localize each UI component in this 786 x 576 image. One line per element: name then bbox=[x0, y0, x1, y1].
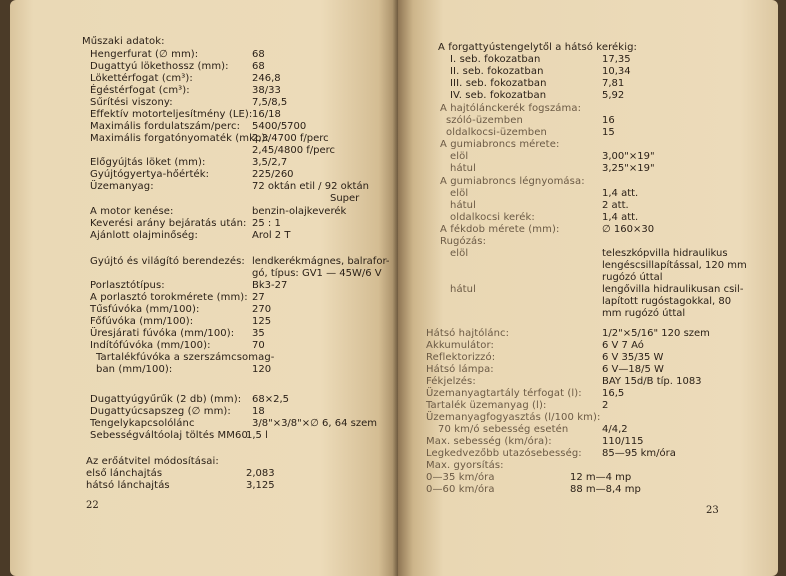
left-row-value: Super bbox=[330, 193, 360, 204]
right-row-value: 3,00"×19" bbox=[602, 151, 655, 162]
right-row-label: oldalkocsi kerék: bbox=[450, 212, 535, 223]
right-row-value: BAY 15d/B típ. 1083 bbox=[602, 376, 702, 387]
left-row-label: Tartalékfúvóka a szerszámcsomag- bbox=[96, 352, 275, 363]
left-row-label: Keverési arány bejáratás után: bbox=[90, 218, 247, 229]
right-row-label: elöl bbox=[450, 151, 469, 162]
right-row-value: 10,34 bbox=[602, 66, 631, 77]
right-row-value: 16 bbox=[602, 115, 615, 126]
right-row-label: elöl bbox=[450, 188, 469, 199]
right-row-label: Akkumulátor: bbox=[426, 340, 494, 351]
right-row-label: A fékdob mérete (mm): bbox=[440, 224, 560, 235]
left-row-value: benzin-olajkeverék bbox=[252, 206, 347, 217]
left-row-value: 5400/5700 bbox=[252, 121, 307, 132]
right-row-label: II. seb. fokozatban bbox=[450, 66, 544, 77]
right-row-value: lengéscsillapítással, 120 mm bbox=[602, 260, 747, 271]
left-row-value: 2,3/4700 f/perc bbox=[252, 133, 329, 144]
left-row-value: 2,083 bbox=[246, 468, 275, 479]
left-row-label: Tűsfúvóka (mm/100): bbox=[90, 304, 200, 315]
right-row-label: Hátsó hajtólánc: bbox=[426, 328, 510, 339]
left-row-value: 38/33 bbox=[252, 85, 281, 96]
left-row-value: 35 bbox=[252, 328, 265, 339]
left-row-value: 68×2,5 bbox=[252, 394, 290, 405]
right-row-value: 110/115 bbox=[602, 436, 644, 447]
left-row-label: Tengelykapcsolólánc bbox=[90, 418, 195, 429]
left-row-label: Ajánlott olajminőség: bbox=[90, 230, 198, 241]
right-row-label: Reflektorizzó: bbox=[426, 352, 496, 363]
left-row-value: 1,5 l bbox=[246, 430, 268, 441]
right-row-value: mm rugózó úttal bbox=[602, 308, 686, 319]
right-row-value: 4/4,2 bbox=[602, 424, 628, 435]
right-row-label: A gumiabroncs mérete: bbox=[440, 139, 560, 150]
right-row-value: 5,92 bbox=[602, 90, 625, 101]
left-row-value: 3,5/2,7 bbox=[252, 157, 288, 168]
left-row-label: Maximális forgatónyomaték (mkp): bbox=[90, 133, 269, 144]
left-row-label: A motor kenése: bbox=[90, 206, 174, 217]
left-row-label: Üzemanyag: bbox=[90, 181, 154, 192]
left-row-label: hátsó lánchajtás bbox=[86, 480, 170, 491]
right-row-label: 70 km/ó sebesség esetén bbox=[438, 424, 569, 435]
left-row-value: 120 bbox=[252, 364, 272, 375]
right-row-label: Üzemanyagtartály térfogat (l): bbox=[426, 388, 582, 399]
left-row-value: 125 bbox=[252, 316, 272, 327]
left-row-label: Maximális fordulatszám/perc: bbox=[90, 121, 241, 132]
left-row-label: Főfúvóka (mm/100): bbox=[90, 316, 194, 327]
right-row-value: lengővilla hidraulikusan csil- bbox=[602, 284, 744, 295]
right-row-label: hátul bbox=[450, 284, 477, 295]
right-row-label: hátul bbox=[450, 200, 477, 211]
right-row-label: elöl bbox=[450, 248, 469, 259]
right-row-value: 17,35 bbox=[602, 54, 631, 65]
left-row-label: Az erőátvitel módosításai: bbox=[86, 456, 219, 467]
left-row-value: 72 oktán etil / 92 oktán bbox=[252, 181, 369, 192]
left-row-value: 68 bbox=[252, 49, 265, 60]
left-row-label: A porlasztó torokmérete (mm): bbox=[90, 292, 248, 303]
right-row-value: 6 V—18/5 W bbox=[602, 364, 664, 375]
left-row-label: Indítófúvóka (mm/100): bbox=[90, 340, 211, 351]
left-row-label: ban (mm/100): bbox=[96, 364, 173, 375]
right-row-value: 2 att. bbox=[602, 200, 629, 211]
left-row-value: lendkerékmágnes, balrafor- bbox=[252, 256, 390, 267]
left-row-label: Lökettérfogat (cm³): bbox=[90, 73, 193, 84]
left-row-label: első lánchajtás bbox=[86, 468, 163, 479]
right-row-value: 1,4 att. bbox=[602, 212, 639, 223]
right-row-label: I. seb. fokozatban bbox=[450, 54, 541, 65]
left-row-value: 25 : 1 bbox=[252, 218, 281, 229]
left-row-value: 70 bbox=[252, 340, 265, 351]
right-row-label: III. seb. fokozatban bbox=[450, 78, 547, 89]
right-row-label: hátul bbox=[450, 163, 477, 174]
right-row-label: Hátsó lámpa: bbox=[426, 364, 494, 375]
right-row-value: 15 bbox=[602, 127, 615, 138]
right-row-label: 0—35 km/óra bbox=[426, 472, 495, 483]
left-row-label: Porlasztótípus: bbox=[90, 280, 165, 291]
right-row-value: 88 m—8,4 mp bbox=[570, 484, 641, 495]
left-row-value: 7,5/8,5 bbox=[252, 97, 288, 108]
right-row-label: oldalkocsi-üzemben bbox=[446, 127, 547, 138]
right-row-value: 12 m—4 mp bbox=[570, 472, 632, 483]
right-row-value: 1,4 att. bbox=[602, 188, 639, 199]
right-row-value: rugózó úttal bbox=[602, 272, 663, 283]
left-row-value: 18 bbox=[252, 406, 265, 417]
left-row-label: Sűrítési viszony: bbox=[90, 97, 173, 108]
right-row-label: Max. gyorsítás: bbox=[426, 460, 504, 471]
left-row-label: Üresjárati fúvóka (mm/100): bbox=[90, 328, 235, 339]
left-row-value: 3/8"×3/8"×∅ 6, 64 szem bbox=[252, 418, 378, 429]
right-row-label: Üzemanyagfogyasztás (l/100 km): bbox=[426, 412, 601, 423]
left-row-value: Arol 2 T bbox=[252, 230, 291, 241]
left-row-label: Égéstérfogat (cm³): bbox=[90, 85, 190, 96]
right-row-label: A forgattyústengelytől a hátsó kerékig: bbox=[438, 42, 637, 53]
right-row-value: 2 bbox=[602, 400, 609, 411]
right-row-value: 3,25"×19" bbox=[602, 163, 655, 174]
left-row-value: 2,45/4800 f/perc bbox=[252, 145, 336, 156]
left-row-label: Effektív motorteljesítmény (LE): bbox=[90, 109, 253, 120]
right-row-label: szóló-üzemben bbox=[446, 115, 523, 126]
left-row-value: 246,8 bbox=[252, 73, 281, 84]
right-row-label: Tartalék üzemanyag (l): bbox=[426, 400, 547, 411]
right-row-value: ∅ 160×30 bbox=[602, 224, 655, 235]
left-row-value: 16/18 bbox=[252, 109, 281, 120]
right-row-label: A hajtólánckerék fogszáma: bbox=[440, 103, 582, 114]
left-row-label: Dugattyú lökethossz (mm): bbox=[90, 61, 229, 72]
left-page bbox=[10, 0, 398, 576]
left-row-value: 27 bbox=[252, 292, 265, 303]
right-row-label: A gumiabroncs légnyomása: bbox=[440, 176, 585, 187]
left-row-value: gó, típus: GV1 — 45W/6 V bbox=[252, 268, 382, 279]
left-row-label: Sebességváltóolaj töltés MM60 bbox=[90, 430, 248, 441]
right-row-value: 6 V 7 Aó bbox=[602, 340, 644, 351]
right-row-value: 85—95 km/óra bbox=[602, 448, 676, 459]
right-row-label: Fékjelzés: bbox=[426, 376, 476, 387]
left-row-value: 3,125 bbox=[246, 480, 275, 491]
left-row-label: Gyújtógyertya-hőérték: bbox=[90, 169, 210, 180]
right-row-label: 0—60 km/óra bbox=[426, 484, 495, 495]
right-row-label: Rugózás: bbox=[440, 236, 487, 247]
right-row-label: IV. seb. fokozatban bbox=[450, 90, 547, 101]
left-page-number: 22 bbox=[86, 500, 99, 511]
left-row-label: Dugattyúcsapszeg (∅ mm): bbox=[90, 406, 231, 417]
right-page bbox=[398, 0, 778, 576]
left-row-value: Bk3-27 bbox=[252, 280, 288, 291]
left-row-value: 225/260 bbox=[252, 169, 294, 180]
right-page-number: 23 bbox=[706, 505, 719, 516]
left-row-label: Dugattyúgyűrűk (2 db) (mm): bbox=[90, 394, 242, 405]
right-row-label: Legkedvezőbb utazósebesség: bbox=[426, 448, 582, 459]
right-row-value: 16,5 bbox=[602, 388, 625, 399]
left-page-header: Műszaki adatok: bbox=[82, 36, 165, 47]
right-row-value: teleszkópvilla hidraulikus bbox=[602, 248, 728, 259]
left-row-label: Hengerfurat (∅ mm): bbox=[90, 49, 199, 60]
right-row-value: 1/2"×5/16" 120 szem bbox=[602, 328, 710, 339]
right-row-value: lapított rugóstagokkal, 80 bbox=[602, 296, 732, 307]
right-row-value: 6 V 35/35 W bbox=[602, 352, 664, 363]
left-row-value: 68 bbox=[252, 61, 265, 72]
left-row-label: Gyújtó és világító berendezés: bbox=[90, 256, 245, 267]
left-row-value: 270 bbox=[252, 304, 272, 315]
right-row-label: Max. sebesség (km/óra): bbox=[426, 436, 552, 447]
left-row-label: Előgyújtás löket (mm): bbox=[90, 157, 206, 168]
right-row-value: 7,81 bbox=[602, 78, 625, 89]
